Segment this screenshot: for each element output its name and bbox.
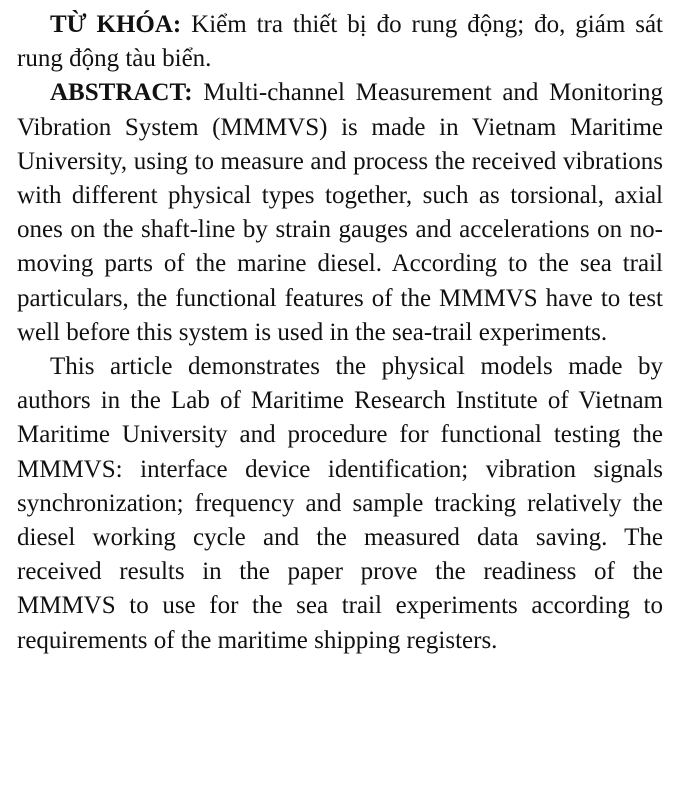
document-page	[17, 8, 663, 658]
keywords-label: TỪ KHÓA:	[50, 11, 182, 38]
abstract-label: ABSTRACT:	[50, 79, 193, 107]
abstract-text: Multi-channel Measurement and Monitoring Vibration System (MMMVS) is made in Vietnam Maritime University, using to measure and process the received vibrations with different physical types together, such as torsional, axial ones on the shaft-line by strain gauges and accelerations on no-moving parts of the marine diesel. According to the sea trail particulars, the functional features of the MMMVS have to test well before this system is used in the sea-trail experiments.	[17, 79, 663, 346]
keywords-text: Kiểm tra thiết bị đo rung động; đo, giám sát rung động tàu biển.	[17, 11, 663, 73]
body-paragraph: This article demonstrates the physical models made by authors in the Lab of Maritime Research Institute of Vietnam Maritime University and procedure for functional testing the MMMVS: interface device identification; vibration signals synchronization; frequency and sample tracking relatively the diesel working cycle and the measured data saving. The received results in the paper prove the readiness of the MMMVS to use for the sea trail experiments according to requirements of the maritime shipping registers.	[17, 353, 663, 654]
keywords-paragraph	[17, 8, 663, 76]
abstract-paragraph	[17, 76, 663, 350]
